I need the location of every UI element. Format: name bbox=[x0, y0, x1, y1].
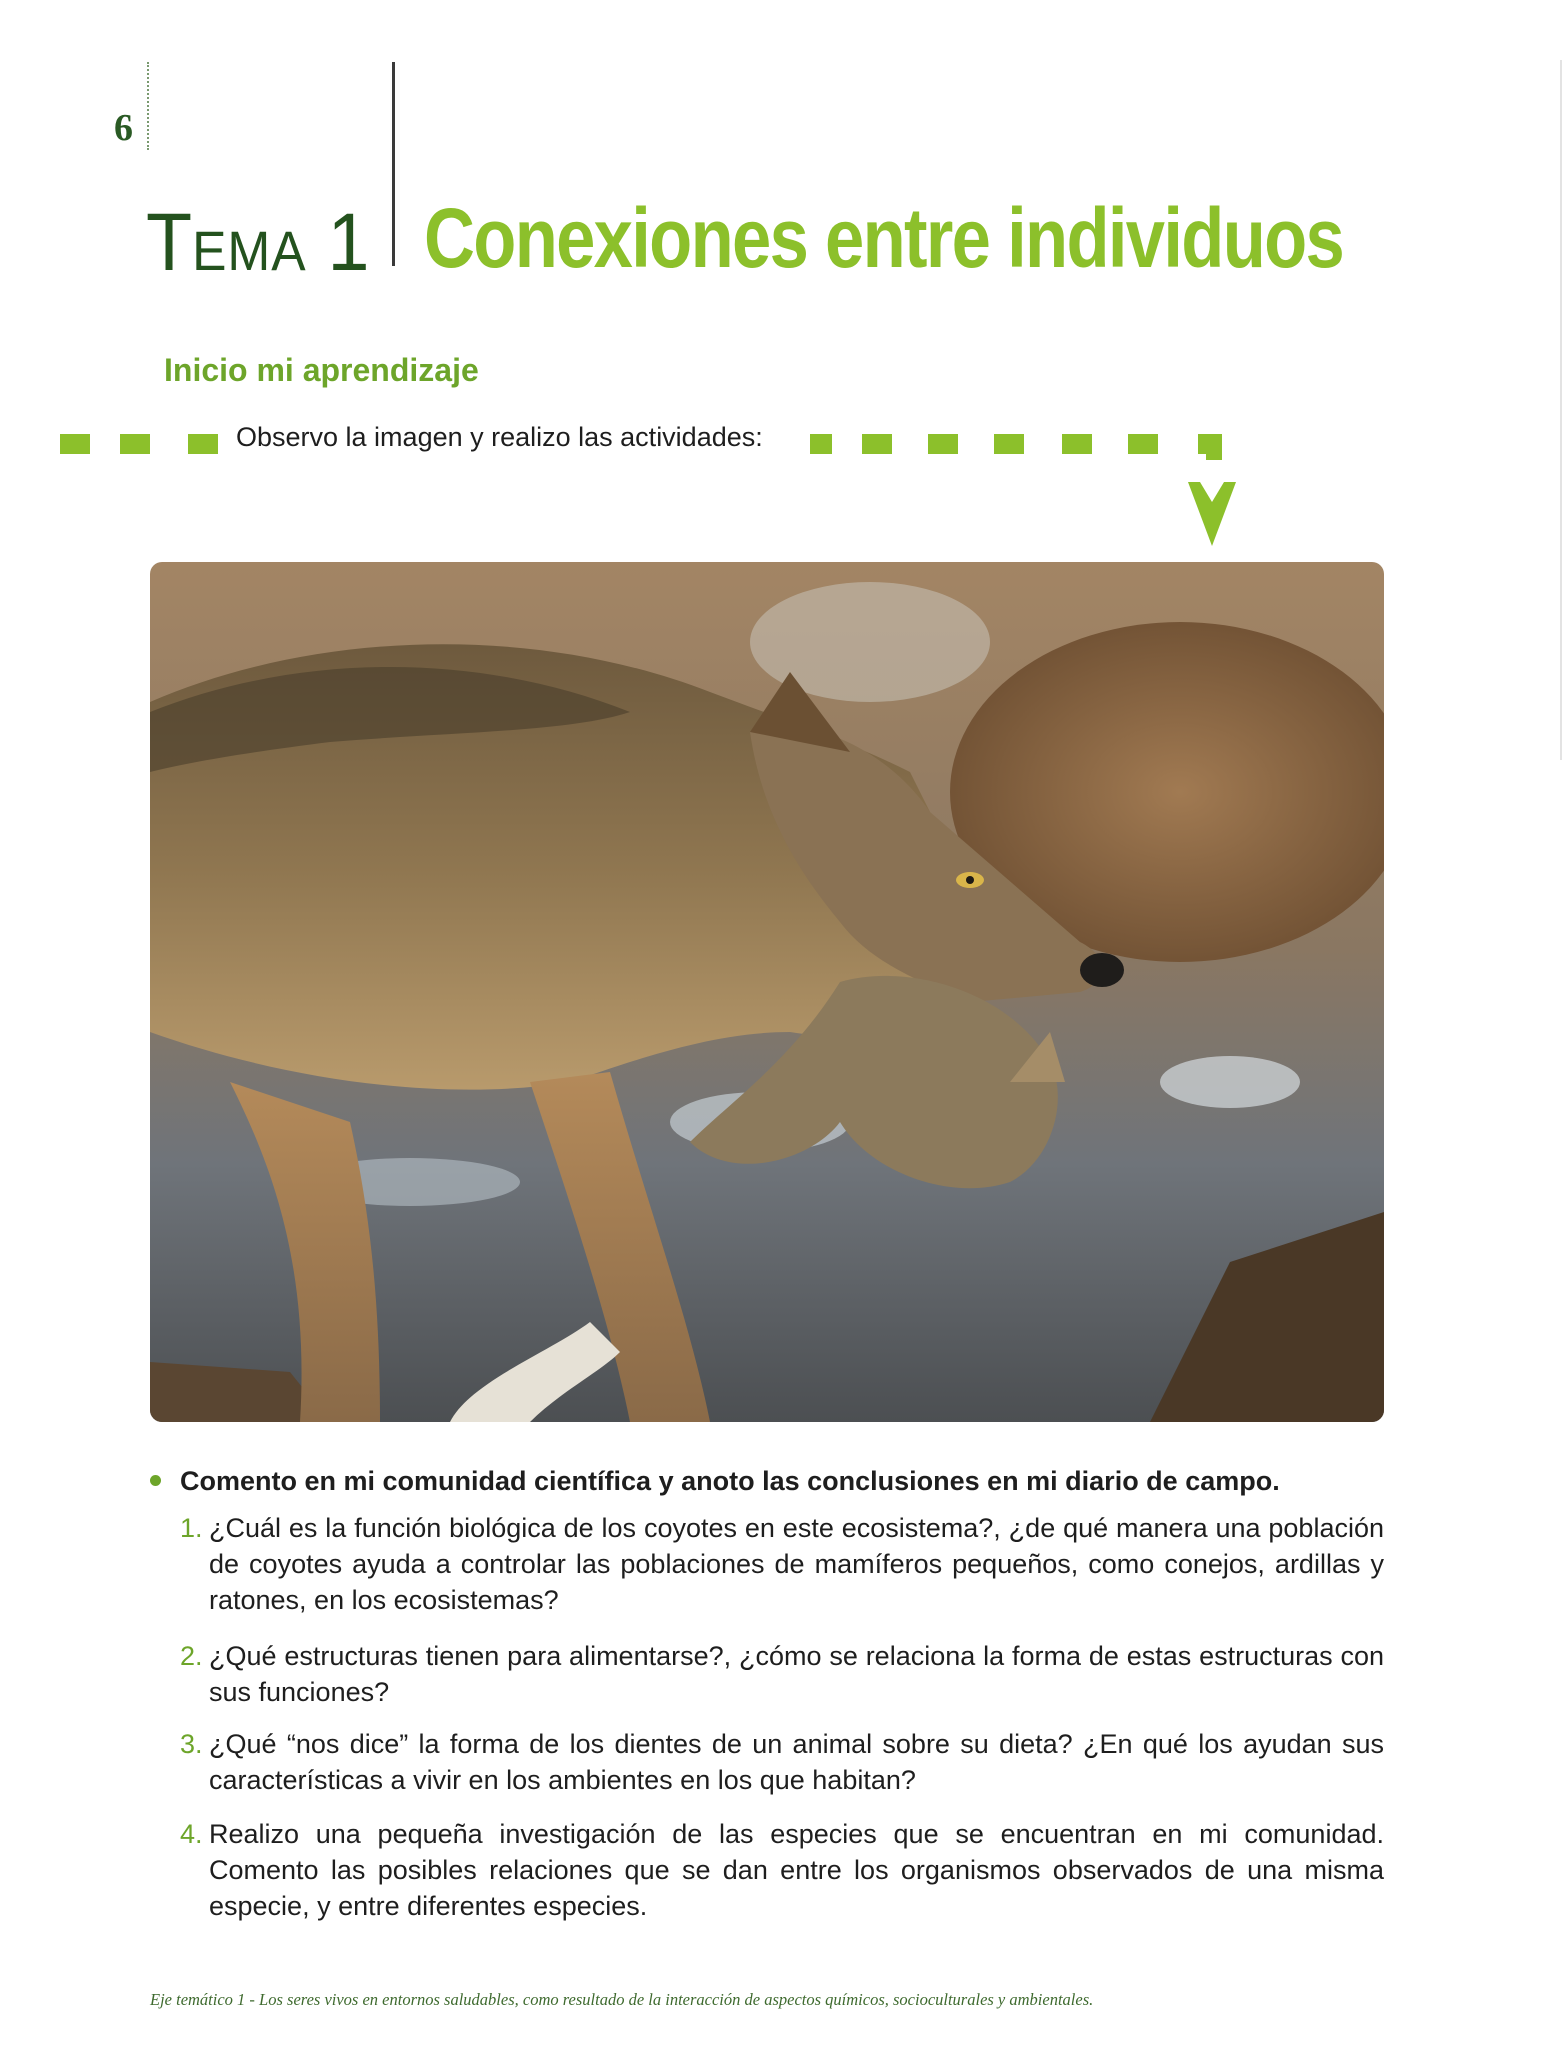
arrow-notch bbox=[1200, 482, 1224, 502]
tema-number-gap bbox=[306, 197, 327, 288]
tema-initial: T bbox=[146, 197, 193, 288]
bullet-icon bbox=[150, 1475, 161, 1486]
title-divider bbox=[392, 62, 395, 266]
photo-illustration bbox=[150, 562, 1384, 1422]
instruction-text: Observo la imagen y realizo las actividades: bbox=[236, 422, 763, 452]
ice-patch bbox=[1160, 1056, 1300, 1108]
wolf-pupil bbox=[966, 876, 974, 884]
wolf-nose bbox=[1080, 953, 1124, 987]
question-item bbox=[180, 1816, 1384, 1924]
dash bbox=[188, 434, 218, 454]
page-number: 6 bbox=[114, 107, 133, 149]
dash bbox=[862, 434, 892, 454]
footer-caption: Eje temático 1 - Los seres vivos en entornos saludables, como resultado de la interacción de aspectos químicos, socioculturales y ambientales. bbox=[150, 1990, 1094, 2009]
dash bbox=[1062, 434, 1092, 454]
dash bbox=[120, 434, 150, 454]
arrow-stem bbox=[1206, 434, 1222, 460]
dash bbox=[994, 434, 1024, 454]
question-number: 2. bbox=[180, 1641, 203, 1671]
question-number: 1. bbox=[180, 1513, 203, 1543]
page-edge-line bbox=[1560, 60, 1562, 760]
dash bbox=[928, 434, 958, 454]
dash bbox=[60, 434, 90, 454]
question-text: ¿Cuál es la función biológica de los coyotes en este ecosistema?, ¿de qué manera una población de coyotes ayuda a controlar las poblaciones de mamíferos pequeños, como conejos, ardillas y ratones, en los ecosistemas? bbox=[209, 1513, 1384, 1615]
question-text: ¿Qué “nos dice” la forma de los dientes de un animal sobre su dieta? ¿En qué los ayudan sus características a vivir en los ambientes en los que habitan? bbox=[209, 1729, 1384, 1795]
page-title: Conexiones entre individuos bbox=[424, 191, 1344, 285]
section-heading: Inicio mi aprendizaje bbox=[164, 352, 479, 388]
question-item bbox=[180, 1638, 1384, 1710]
question-text: ¿Qué estructuras tienen para alimentarse?, ¿cómo se relaciona la forma de estas estructuras con sus funciones? bbox=[209, 1641, 1384, 1707]
tema-label bbox=[146, 196, 369, 286]
dash bbox=[1128, 434, 1158, 454]
wolf-rabbit-photo bbox=[150, 562, 1384, 1422]
activity-bullet-text: Comento en mi comunidad científica y anoto las conclusiones en mi diario de campo. bbox=[180, 1466, 1280, 1496]
tema-rest: EMA bbox=[192, 219, 307, 282]
question-text: Realizo una pequeña investigación de las especies que se encuentran en mi comunidad. Comento las posibles relaciones que se dan entre los organismos observados de una misma especie, y entre diferentes especies. bbox=[209, 1819, 1384, 1921]
question-number: 4. bbox=[180, 1819, 203, 1849]
dotted-rule bbox=[147, 62, 149, 150]
question-item bbox=[180, 1726, 1384, 1798]
tema-number: 1 bbox=[327, 197, 370, 288]
question-item bbox=[180, 1510, 1384, 1618]
dash bbox=[810, 434, 832, 454]
question-number: 3. bbox=[180, 1729, 203, 1759]
